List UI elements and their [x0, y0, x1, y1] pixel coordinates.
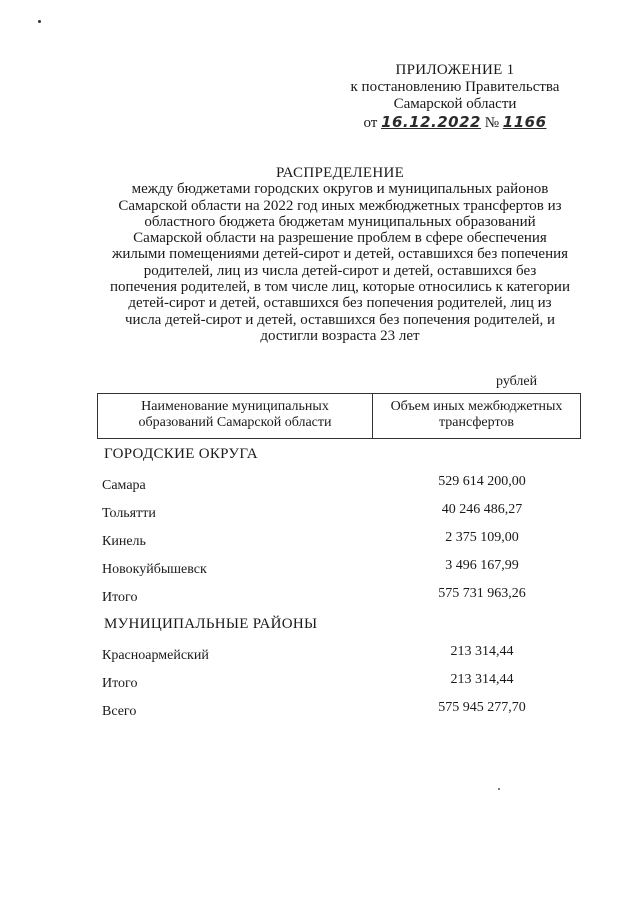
row-value: 213 314,44	[450, 644, 514, 659]
table-row	[102, 558, 542, 580]
row-name: Тольятти	[102, 506, 156, 521]
title-line: Самарской области на 2022 год иных межбюджетных трансфертов из	[118, 197, 562, 214]
title-line: областного бюджета бюджетам муниципальных образований	[144, 213, 536, 230]
title-line: достигли возраста 23 лет	[260, 327, 420, 344]
row-name: Красноармейский	[102, 648, 209, 663]
row-value: 2 375 109,00	[445, 530, 519, 545]
header-column-amount-line-2: трансфертов	[438, 415, 515, 430]
appendix-date-line	[330, 114, 580, 132]
handwritten-number: 1166	[502, 113, 547, 131]
section-title-municipal-districts: МУНИЦИПАЛЬНЫЕ РАЙОНЫ	[104, 616, 318, 632]
title-line: детей-сирот и детей, оставшихся без попечения родителей, лиц из	[128, 295, 552, 312]
title-line: числа детей-сирот и детей, оставшихся без попечения родителей, и	[124, 311, 556, 328]
table-row	[102, 502, 542, 524]
header-column-name-line-1: Наименование муниципальных	[141, 399, 329, 414]
appendix-block	[330, 62, 580, 132]
header-column-name	[98, 394, 373, 438]
title-line: попечения родителей, в том числе лиц, которые относились к категории	[110, 279, 570, 296]
row-value: 529 614 200,00	[438, 474, 526, 489]
row-name: Всего	[102, 704, 137, 719]
table-header	[97, 393, 581, 439]
header-column-amount-line-1: Объем иных межбюджетных	[390, 399, 563, 414]
row-name: Итого	[102, 676, 138, 691]
appendix-line-2: Самарской области	[393, 96, 517, 112]
row-name: Новокуйбышевск	[102, 562, 207, 577]
row-name: Кинель	[102, 534, 146, 549]
table-row-total	[102, 700, 542, 722]
document-heading: РАСПРЕДЕЛЕНИЕ	[275, 165, 405, 181]
table-row	[102, 474, 542, 496]
title-line: Самарской области на разрешение проблем в сфере обеспечения	[133, 230, 547, 247]
table-row-subtotal	[102, 586, 542, 608]
row-value: 575 731 963,26	[438, 586, 526, 601]
row-value: 213 314,44	[450, 672, 514, 687]
currency-unit: рублей	[496, 374, 538, 389]
table-row	[102, 530, 542, 552]
title-line: между бюджетами городских округов и муниципальных районов	[131, 181, 549, 198]
handwritten-date: 16.12.2022	[381, 113, 481, 131]
header-column-name-line-2: образований Самарской области	[138, 415, 332, 430]
number-prefix: №	[484, 115, 500, 131]
scan-speck	[38, 20, 41, 23]
row-name: Самара	[102, 478, 146, 493]
document-title	[90, 165, 590, 344]
row-value: 40 246 486,27	[441, 502, 523, 517]
header-column-amount	[373, 394, 580, 438]
row-value: 3 496 167,99	[445, 558, 519, 573]
table-row-subtotal	[102, 672, 542, 694]
appendix-line-1: к постановлению Правительства	[350, 79, 560, 95]
appendix-title: ПРИЛОЖЕНИЕ 1	[395, 62, 515, 78]
scan-speck	[498, 788, 500, 790]
title-line: родителей, лиц из числа детей-сирот и детей, оставшихся без	[143, 262, 537, 279]
row-name: Итого	[102, 590, 138, 605]
table-row	[102, 644, 542, 666]
section-title-urban-districts: ГОРОДСКИЕ ОКРУГА	[104, 446, 258, 462]
date-prefix: от	[363, 115, 378, 131]
title-line: жилыми помещениями детей-сирот и детей, оставшихся без попечения	[111, 246, 569, 263]
row-value: 575 945 277,70	[438, 700, 526, 715]
